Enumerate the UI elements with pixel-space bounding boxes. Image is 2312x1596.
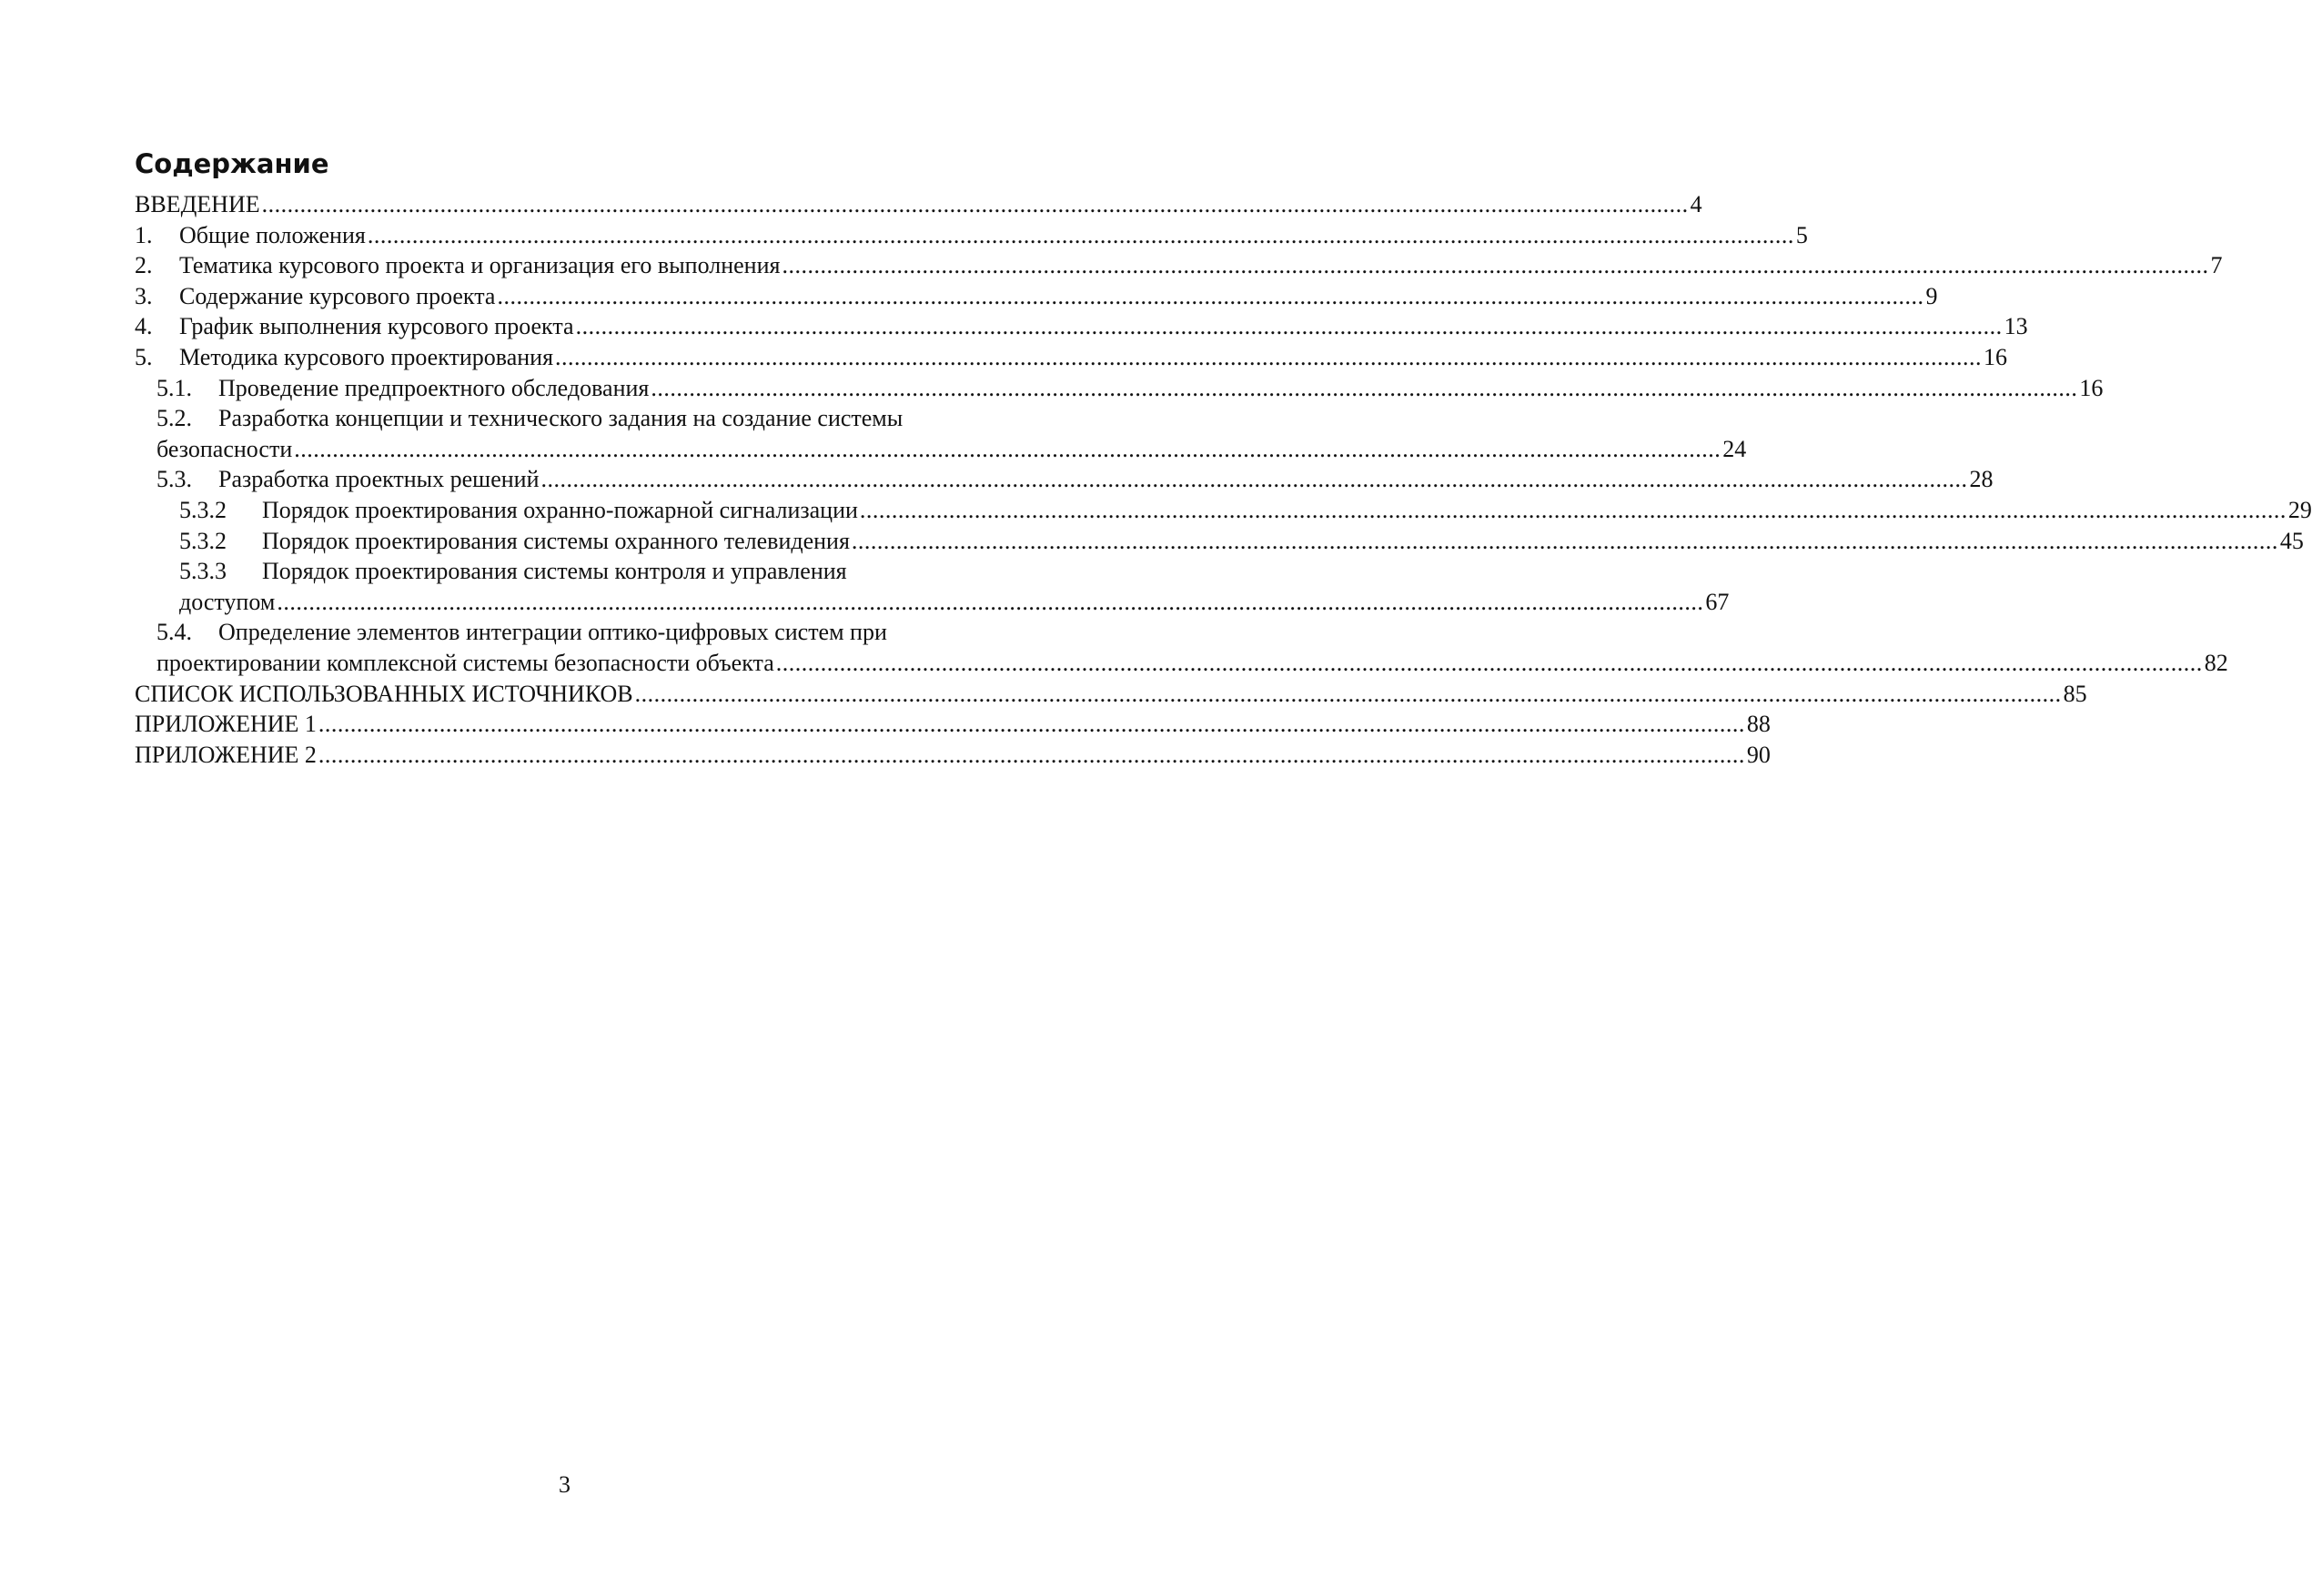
toc-entry-title: Порядок проектирования охранно-пожарной сигнализации [262,496,858,523]
toc-entry-page: 82 [2204,649,2228,676]
table-of-contents [135,189,2312,770]
toc-entry-page: 45 [2279,527,2304,554]
toc-entry-number: 5.3.2 [179,496,227,523]
toc-entry-title: Порядок проектирования системы охранного телевидения [262,527,850,554]
toc-entry-page: 85 [2063,680,2087,707]
toc-entry-page: 88 [1746,711,1771,738]
toc-leader-dots [318,740,1745,771]
toc-leader-dots [776,648,2203,679]
toc-entry-page: 5 [1795,221,1808,248]
toc-leader-dots [860,495,2287,526]
toc-leader-dots [368,220,1794,251]
toc-entry-page: 67 [1705,588,1730,615]
page-number: 3 [559,1471,570,1498]
toc-entry-5-1[interactable] [135,373,2104,404]
toc-entry-number: 5. [135,343,153,370]
toc-leader-dots [294,434,1721,465]
toc-entry-page: 28 [1969,466,1994,493]
toc-leader-dots [651,373,2077,404]
toc-entry-number: 5.3.3 [179,558,227,585]
toc-entry-number: 3. [135,282,153,309]
toc-entry-5-3-3-continuation[interactable] [135,587,1730,618]
toc-entry-title: График выполнения курсового проекта [179,313,574,340]
toc-entry-number: 1. [135,221,153,248]
toc-entry-introduction[interactable] [135,189,1702,220]
toc-entry-page: 16 [2079,374,2104,401]
toc-entry-references[interactable] [135,679,2087,710]
toc-leader-dots [635,679,2062,710]
toc-entry-2[interactable] [135,250,2223,281]
toc-leader-dots [782,250,2208,281]
toc-entry-page: 9 [1925,282,1938,309]
toc-leader-dots [318,709,1745,740]
toc-entry-5-3-3[interactable] [135,556,994,587]
toc-entry-title: СПИСОК ИСПОЛЬЗОВАННЫХ ИСТОЧНИКОВ [135,680,633,707]
toc-entry-title: ВВЕДЕНИЕ [135,191,260,217]
toc-entry-title: Общие положения [179,221,366,248]
toc-entry-number: 5.3.2 [179,527,227,554]
toc-leader-dots [555,342,1982,373]
toc-leader-dots [497,281,1923,312]
toc-leader-dots [576,311,2003,342]
toc-entry-page: 13 [2004,313,2028,340]
toc-entry-1[interactable] [135,220,1808,251]
toc-entry-title: Проведение предпроектного обследования [218,374,650,401]
toc-entry-5[interactable] [135,342,2008,373]
toc-entry-title-line1: Определение элементов интеграции оптико-цифровых систем при [218,619,887,646]
toc-entry-page: 24 [1722,435,1747,462]
toc-entry-appendix-2[interactable] [135,740,1771,771]
toc-entry-number: 5.2. [156,405,192,432]
toc-heading: Содержание [135,148,329,179]
toc-leader-dots [277,587,1703,618]
toc-entry-number: 5.4. [156,619,192,646]
toc-entry-page: 90 [1746,741,1771,768]
toc-entry-page: 7 [2210,252,2223,279]
toc-entry-title: ПРИЛОЖЕНИЕ 2 [135,741,317,768]
toc-entry-5-2-continuation[interactable] [135,434,1747,465]
toc-entry-title-line1: Разработка концепции и технического задания на создание системы [218,405,904,432]
toc-entry-3[interactable] [135,281,1938,312]
toc-leader-dots [262,189,1689,220]
toc-leader-dots [852,526,2278,557]
toc-entry-title: Содержание курсового проекта [179,282,496,309]
toc-entry-title: Разработка проектных решений [218,466,540,493]
toc-entry-title: Методика курсового проектирования [179,343,554,370]
toc-entry-5-3-2-alarm[interactable] [135,495,2312,526]
toc-entry-page: 29 [2287,496,2312,523]
toc-entry-title-line1: Порядок проектирования системы контроля и управления [262,558,847,585]
toc-entry-appendix-1[interactable] [135,709,1771,740]
toc-entry-5-3-2-cctv[interactable] [135,526,2304,557]
toc-entry-number: 4. [135,313,153,340]
toc-entry-title-line2: проектировании комплексной системы безопасности объекта [156,649,774,676]
toc-entry-number: 5.1. [156,374,192,401]
toc-entry-5-3[interactable] [135,464,1994,495]
toc-entry-page: 16 [1984,343,2008,370]
toc-leader-dots [541,464,1968,495]
toc-entry-number: 5.3. [156,466,192,493]
toc-entry-5-4-continuation[interactable] [135,648,2228,679]
toc-entry-5-4[interactable] [135,617,994,648]
toc-entry-title-line2: безопасности [156,435,293,462]
toc-entry-title-line2: доступом [179,588,276,615]
toc-entry-5-2[interactable] [135,403,994,434]
toc-entry-4[interactable] [135,311,2028,342]
toc-entry-title: ПРИЛОЖЕНИЕ 1 [135,711,317,738]
toc-entry-page: 4 [1690,191,1702,217]
toc-entry-number: 2. [135,252,153,279]
toc-entry-title: Тематика курсового проекта и организация его выполнения [179,252,781,279]
